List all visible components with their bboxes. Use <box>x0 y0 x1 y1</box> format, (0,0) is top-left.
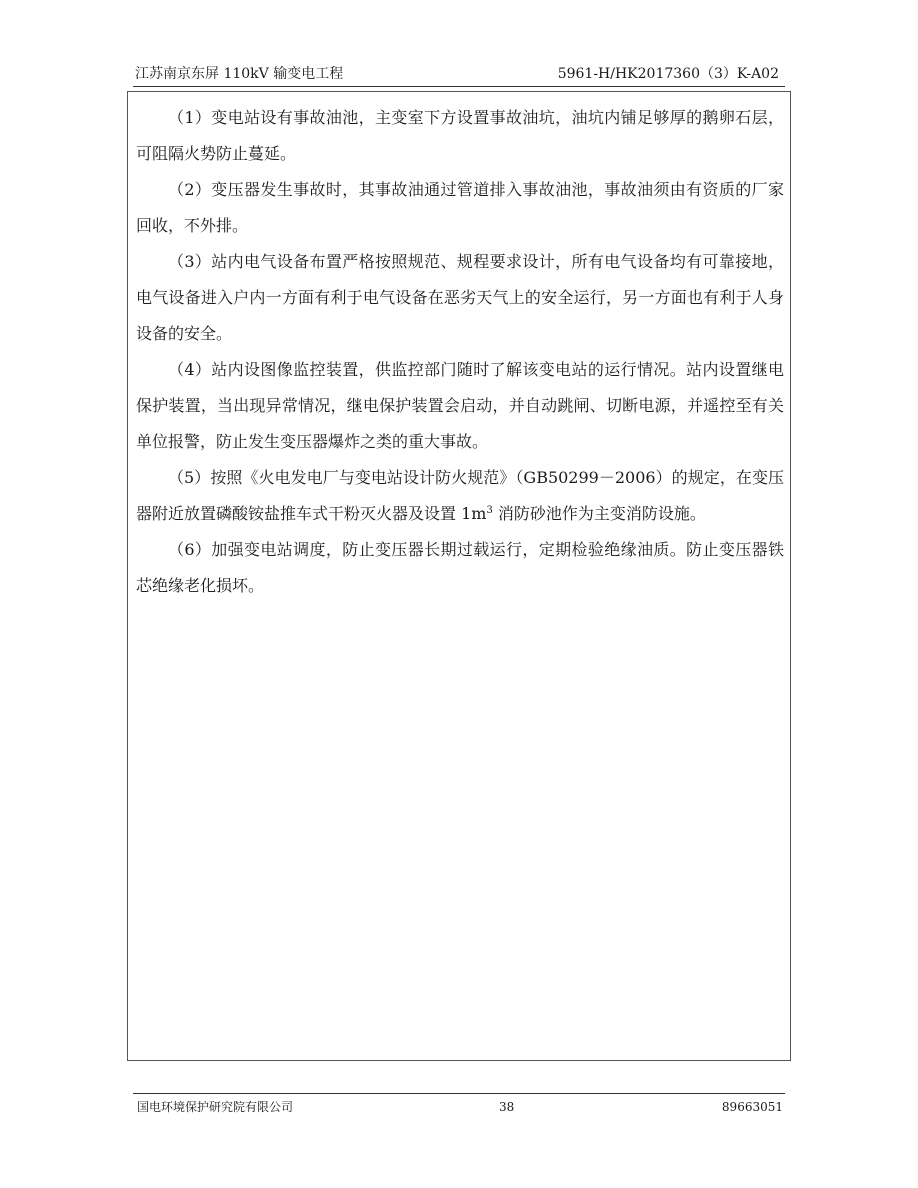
paragraph-5-text-a: （5）按照《火电发电厂与变电站设计防火规范》（GB50299－2006）的规定，在变压器附近放置磷酸铵盐推车式干粉灭火器及设置 1m <box>136 468 784 523</box>
page-header <box>133 64 785 87</box>
document-code: 5961-H/HK2017360（3）K-A02 <box>557 66 779 82</box>
project-title: 江苏南京东屏 110kV 输变电工程 <box>135 66 344 82</box>
page-footer <box>133 1093 785 1114</box>
paragraph-3: （3）站内电气设备布置严格按照规范、规程要求设计，所有电气设备均有可靠接地，电气设备进入户内一方面有利于电气设备在恶劣天气上的安全运行，另一方面也有利于人身设备的安全。 <box>136 252 784 343</box>
paragraph-2: （2）变压器发生事故时，其事故油通过管道排入事故油池，事故油须由有资质的厂家回收，不外排。 <box>136 180 784 235</box>
paragraph-5-text-b: 消防砂池作为主变消防设施。 <box>492 504 706 523</box>
paragraph-6: （6）加强变电站调度，防止变压器长期过载运行，定期检验绝缘油质。防止变压器铁芯绝缘老化损坏。 <box>136 540 784 595</box>
content-frame <box>127 91 791 1061</box>
paragraph-4: （4）站内设图像监控装置，供监控部门随时了解该变电站的运行情况。站内设置继电保护装置，当出现异常情况，继电保护装置会启动，并自动跳闸、切断电源，并遥控至有关单位报警，防止发生变压器爆炸之类的重大事故。 <box>136 360 784 451</box>
organization-name: 国电环境保护研究院有限公司 <box>137 1100 294 1114</box>
measures-text <box>136 100 784 604</box>
paragraph-5 <box>136 460 784 532</box>
superscript-exponent: 3 <box>486 505 493 516</box>
page-number: 38 <box>499 1100 515 1114</box>
phone-number: 89663051 <box>721 1100 783 1114</box>
paragraph-1: （1）变电站设有事故油池，主变室下方设置事故油坑，油坑内铺足够厚的鹅卵石层，可阻隔火势防止蔓延。 <box>136 108 784 163</box>
